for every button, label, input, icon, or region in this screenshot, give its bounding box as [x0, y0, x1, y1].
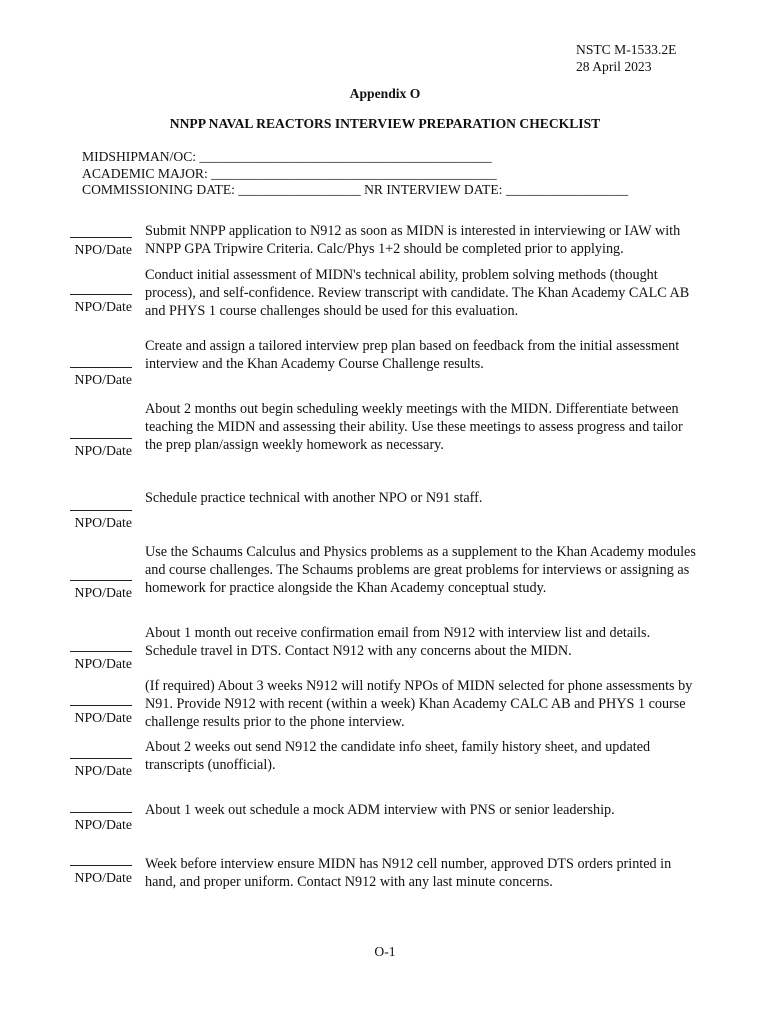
npo-date-label: NPO/Date [74, 242, 132, 257]
npo-signoff[interactable] [68, 651, 132, 672]
signature-line [70, 865, 132, 866]
academic-major-field: ACADEMIC MAJOR: __________________________________________ [82, 165, 497, 181]
checklist-item-text: Use the Schaums Calculus and Physics problems as a supplement to the Khan Academy modules and course challenges. The Schaums problems are great problems for interviews or assigning as homework for practice alongside the Khan Academy conceptual study. [145, 544, 696, 597]
npo-date-label: NPO/Date [74, 817, 132, 832]
npo-date-label: NPO/Date [74, 763, 132, 778]
checklist-item-text: (If required) About 3 weeks N912 will notify NPOs of MIDN selected for phone assessments by N91. Provide N912 with recent (within a week) Khan Academy CALC AB and PHYS 1 course challenge results prior to the phone interview. [145, 678, 693, 731]
checklist-item-text: Conduct initial assessment of MIDN's technical ability, problem solving methods (thought process), and self-confidence. Review transcript with candidate. The Khan Academy CALC AB and PHYS 1 course challenges should be used for this evaluation. [145, 267, 690, 320]
signature-line [70, 294, 132, 295]
npo-date-label: NPO/Date [74, 299, 132, 314]
npo-signoff[interactable] [68, 510, 132, 531]
signature-line [70, 367, 132, 368]
candidate-info-block [82, 149, 628, 199]
signature-line [70, 438, 132, 439]
npo-signoff[interactable] [68, 705, 132, 726]
signature-line [70, 237, 132, 238]
npo-signoff[interactable] [68, 580, 132, 601]
npo-date-label: NPO/Date [74, 710, 132, 725]
checklist-item-text: Create and assign a tailored interview prep plan based on feedback from the initial assessment interview and the Khan Academy Course Challenge results. [145, 338, 680, 373]
checklist-item-text: About 1 month out receive confirmation email from N912 with interview list and details. Schedule travel in DTS. Contact N912 with any concerns about the MIDN. [145, 625, 651, 660]
signature-line [70, 705, 132, 706]
npo-date-label: NPO/Date [74, 585, 132, 600]
npo-date-label: NPO/Date [74, 515, 132, 530]
npo-date-label: NPO/Date [74, 656, 132, 671]
signature-line [70, 758, 132, 759]
npo-date-label: NPO/Date [74, 870, 132, 885]
signature-line [70, 580, 132, 581]
midshipman-field: MIDSHIPMAN/OC: ___________________________________________ [82, 149, 492, 164]
page-number: O-1 [374, 944, 396, 959]
npo-signoff[interactable] [68, 438, 132, 459]
npo-signoff[interactable] [68, 865, 132, 886]
npo-signoff[interactable] [68, 758, 132, 779]
npo-date-label: NPO/Date [74, 443, 132, 458]
checklist-item-text: Week before interview ensure MIDN has N912 cell number, approved DTS orders printed in hand, and proper uniform. Contact N912 with any last minute concerns. [145, 856, 672, 891]
dates-field: COMMISSIONING DATE: __________________ NR INTERVIEW DATE: __________________ [82, 182, 629, 198]
npo-signoff[interactable] [68, 367, 132, 388]
npo-signoff[interactable] [68, 812, 132, 833]
checklist-item-text: About 2 weeks out send N912 the candidate info sheet, family history sheet, and updated transcripts (unofficial). [145, 739, 651, 774]
npo-signoff[interactable] [68, 294, 132, 315]
document-header [576, 42, 676, 75]
appendix-title: Appendix O [349, 86, 421, 101]
npo-signoff[interactable] [68, 237, 132, 258]
checklist-item-text: Schedule practice technical with another NPO or N91 staff. [145, 490, 483, 506]
signature-line [70, 651, 132, 652]
npo-date-label: NPO/Date [74, 372, 132, 387]
checklist-item-text: About 2 months out begin scheduling weekly meetings with the MIDN. Differentiate between teaching the MIDN and assessing their ability. Use these meetings to assess progress and tailor the prep plan/assign weekly homework as necessary. [145, 401, 683, 454]
signature-line [70, 812, 132, 813]
document-date: 28 April 2023 [576, 58, 652, 74]
page-title: NNPP NAVAL REACTORS INTERVIEW PREPARATION CHECKLIST [169, 116, 601, 131]
checklist-item-text: About 1 week out schedule a mock ADM interview with PNS or senior leadership. [145, 802, 615, 818]
checklist-item-text: Submit NNPP application to N912 as soon as MIDN is interested in interviewing or IAW with NNPP GPA Tripwire Criteria. Calc/Phys 1+2 should be completed prior to applying. [145, 223, 681, 258]
signature-line [70, 510, 132, 511]
document-number: NSTC M-1533.2E [576, 42, 677, 57]
